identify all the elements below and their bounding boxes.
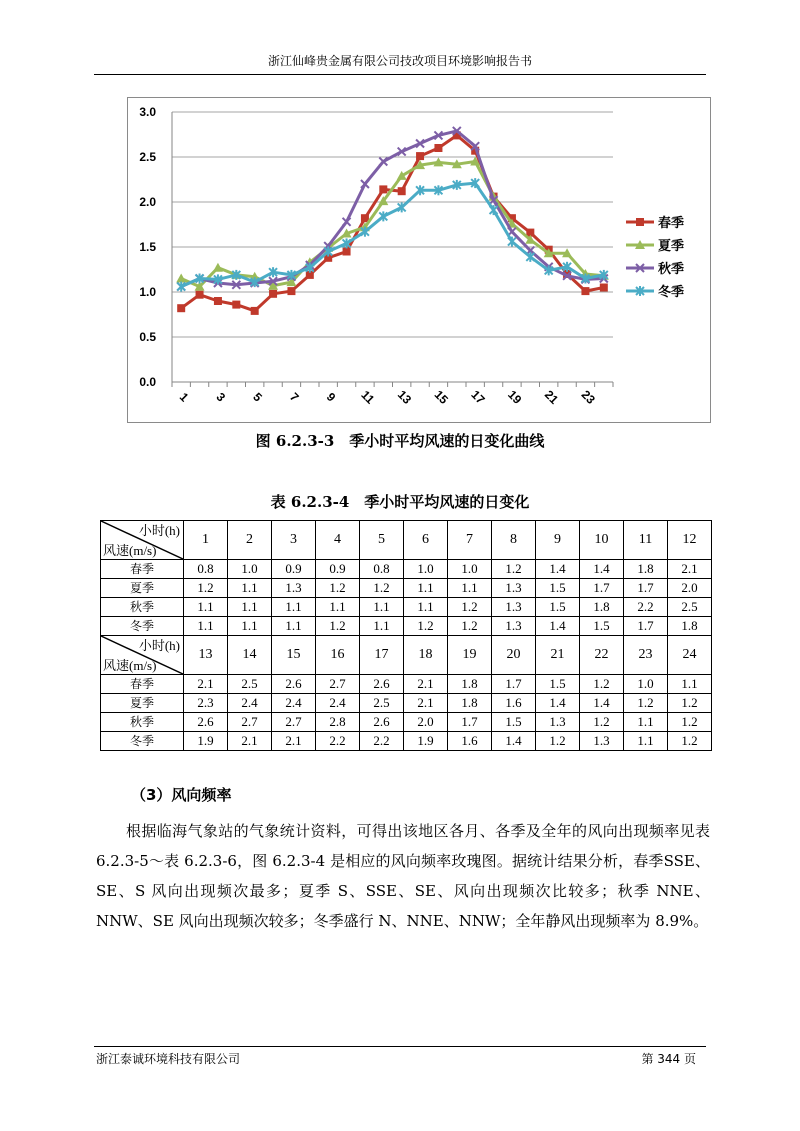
value-cell: 1.6	[448, 732, 492, 751]
value-cell: 1.3	[272, 579, 316, 598]
value-cell: 1.1	[184, 617, 228, 636]
value-cell: 1.0	[228, 560, 272, 579]
season-label-cell: 夏季	[101, 579, 184, 598]
value-cell: 2.7	[228, 713, 272, 732]
value-cell: 1.0	[404, 560, 448, 579]
legend-item	[626, 261, 684, 277]
value-cell: 1.4	[536, 617, 580, 636]
value-cell: 1.6	[492, 694, 536, 713]
hour-header-cell: 24	[668, 636, 712, 675]
value-cell: 1.5	[536, 675, 580, 694]
series-line	[181, 162, 604, 287]
value-cell: 1.1	[228, 579, 272, 598]
x-tick-label: 3	[213, 389, 229, 405]
value-cell: 1.1	[624, 732, 668, 751]
y-tick-label: 2.5	[139, 150, 156, 164]
value-cell: 1.2	[448, 617, 492, 636]
corner-speed-label: 风速(m/s)	[103, 543, 157, 558]
value-cell: 1.2	[448, 598, 492, 617]
value-cell: 2.3	[184, 694, 228, 713]
data-point	[361, 227, 369, 237]
value-cell: 2.7	[316, 675, 360, 694]
body-paragraph: 根据临海气象站的气象统计资料，可得出该地区各月、各季及全年的风向出现频率见表 6.2.3-5～表 6.2.3-6，图 6.2.3-4 是相应的风向频率玫瑰图。据统计结果分析，春季SSE、SE、S 风向出现频次最多；夏季 S、SSE、SE、风向出现频次比较多；秋季 NNE、NNW、SE 风向出现频次较多；冬季盛行 N、NNE、NNW；全年静风出现频率为 8.9%。	[96, 822, 710, 930]
legend-item	[626, 284, 684, 300]
value-cell: 1.7	[624, 617, 668, 636]
value-cell: 2.4	[316, 694, 360, 713]
value-cell: 1.2	[404, 617, 448, 636]
value-cell: 1.2	[536, 732, 580, 751]
value-cell: 1.2	[316, 617, 360, 636]
figure-caption: 图 6.2.3-3 季小时平均风速的日变化曲线	[255, 432, 545, 450]
season-label-cell: 冬季	[101, 617, 184, 636]
value-cell: 0.8	[360, 560, 404, 579]
legend-label: 秋季	[658, 262, 685, 277]
hour-header-cell: 22	[580, 636, 624, 675]
value-cell: 1.4	[536, 694, 580, 713]
value-cell: 1.3	[580, 732, 624, 751]
value-cell: 1.1	[316, 598, 360, 617]
hour-header-cell: 3	[272, 521, 316, 560]
value-cell: 2.6	[360, 675, 404, 694]
table-row	[101, 598, 712, 617]
data-point	[398, 187, 406, 195]
hour-header-cell: 11	[624, 521, 668, 560]
value-cell: 1.1	[272, 598, 316, 617]
value-cell: 1.1	[624, 713, 668, 732]
data-point	[490, 205, 498, 215]
season-label-cell: 春季	[101, 560, 184, 579]
value-cell: 1.2	[668, 732, 712, 751]
value-cell: 1.5	[536, 598, 580, 617]
value-cell: 1.1	[448, 579, 492, 598]
value-cell: 1.4	[580, 560, 624, 579]
hour-header-cell: 4	[316, 521, 360, 560]
y-tick-label: 2.0	[139, 195, 156, 209]
series-line	[181, 183, 604, 287]
x-tick-label: 1	[176, 389, 192, 405]
season-label-cell: 冬季	[101, 732, 184, 751]
hour-header-cell: 5	[360, 521, 404, 560]
value-cell: 1.2	[316, 579, 360, 598]
hour-header-cell: 20	[492, 636, 536, 675]
season-label-cell: 夏季	[101, 694, 184, 713]
value-cell: 2.1	[228, 732, 272, 751]
hour-header-cell: 7	[448, 521, 492, 560]
data-point	[287, 287, 295, 295]
legend-item	[626, 238, 684, 254]
value-cell: 1.5	[536, 579, 580, 598]
data-point	[232, 301, 240, 309]
page-header	[94, 52, 706, 75]
data-point	[176, 274, 186, 283]
value-cell: 2.2	[360, 732, 404, 751]
x-tick-label: 23	[578, 387, 598, 407]
table-row	[101, 617, 712, 636]
value-cell: 1.1	[404, 579, 448, 598]
hour-header-cell: 1	[184, 521, 228, 560]
table-row	[101, 560, 712, 579]
hour-header-cell: 13	[184, 636, 228, 675]
value-cell: 1.3	[536, 713, 580, 732]
value-cell: 1.0	[448, 560, 492, 579]
value-cell: 1.2	[184, 579, 228, 598]
value-cell: 1.7	[624, 579, 668, 598]
y-tick-label: 0.5	[139, 330, 156, 344]
y-tick-label: 1.0	[139, 285, 156, 299]
value-cell: 1.9	[404, 732, 448, 751]
page-footer	[94, 1046, 706, 1067]
value-cell: 2.1	[184, 675, 228, 694]
value-cell: 2.1	[404, 675, 448, 694]
y-tick-label: 3.0	[139, 105, 156, 119]
value-cell: 1.8	[580, 598, 624, 617]
value-cell: 1.7	[492, 675, 536, 694]
page-number: 第 344 页	[641, 1052, 696, 1066]
value-cell: 1.2	[624, 694, 668, 713]
value-cell: 2.6	[360, 713, 404, 732]
hour-header-cell: 2	[228, 521, 272, 560]
hour-header-cell: 16	[316, 636, 360, 675]
hour-header-cell: 12	[668, 521, 712, 560]
value-cell: 2.6	[272, 675, 316, 694]
value-cell: 1.1	[272, 617, 316, 636]
value-cell: 1.5	[492, 713, 536, 732]
data-point	[343, 248, 351, 256]
wind-speed-chart	[127, 97, 711, 423]
value-cell: 0.9	[316, 560, 360, 579]
x-tick-label: 13	[394, 387, 415, 407]
x-tick-label: 15	[431, 387, 451, 407]
table-row	[101, 732, 712, 751]
value-cell: 1.0	[624, 675, 668, 694]
value-cell: 1.9	[184, 732, 228, 751]
value-cell: 1.2	[580, 713, 624, 732]
data-point	[177, 304, 185, 312]
hour-header-cell: 15	[272, 636, 316, 675]
table-header-row	[101, 636, 712, 675]
value-cell: 1.2	[668, 713, 712, 732]
value-cell: 1.1	[360, 617, 404, 636]
hour-header-cell: 9	[536, 521, 580, 560]
value-cell: 0.8	[184, 560, 228, 579]
value-cell: 1.1	[404, 598, 448, 617]
wind-speed-table	[100, 520, 712, 751]
table-corner-cell	[101, 521, 184, 560]
value-cell: 1.4	[492, 732, 536, 751]
section-heading: （3）风向频率	[131, 786, 232, 804]
data-point	[196, 291, 204, 299]
hour-header-cell: 17	[360, 636, 404, 675]
y-tick-label: 0.0	[139, 375, 156, 389]
value-cell: 1.8	[448, 675, 492, 694]
x-tick-label: 19	[505, 387, 525, 407]
value-cell: 2.2	[316, 732, 360, 751]
table-corner-cell	[101, 636, 184, 675]
table-row	[101, 713, 712, 732]
corner-hour-label: 小时(h)	[138, 523, 180, 538]
value-cell: 2.5	[668, 598, 712, 617]
data-point	[526, 252, 534, 262]
data-point	[636, 218, 644, 226]
value-cell: 2.5	[228, 675, 272, 694]
data-point	[379, 185, 387, 193]
footer-company: 浙江泰诚环境科技有限公司	[96, 1052, 241, 1066]
value-cell: 1.1	[668, 675, 712, 694]
corner-hour-label: 小时(h)	[138, 638, 180, 653]
table-caption: 表 6.2.3-4 季小时平均风速的日变化	[270, 493, 530, 511]
chart-canvas	[128, 98, 710, 422]
value-cell: 1.2	[360, 579, 404, 598]
season-label-cell: 春季	[101, 675, 184, 694]
value-cell: 1.3	[492, 579, 536, 598]
data-point	[508, 237, 516, 247]
hour-header-cell: 21	[536, 636, 580, 675]
x-tick-label: 21	[541, 387, 562, 407]
value-cell: 1.2	[492, 560, 536, 579]
value-cell: 1.7	[448, 713, 492, 732]
value-cell: 1.7	[580, 579, 624, 598]
hour-header-cell: 10	[580, 521, 624, 560]
value-cell: 2.4	[228, 694, 272, 713]
value-cell: 0.9	[272, 560, 316, 579]
value-cell: 2.8	[316, 713, 360, 732]
value-cell: 1.4	[536, 560, 580, 579]
value-cell: 1.1	[228, 598, 272, 617]
season-label-cell: 秋季	[101, 713, 184, 732]
value-cell: 1.8	[448, 694, 492, 713]
value-cell: 2.2	[624, 598, 668, 617]
legend-item	[626, 215, 684, 231]
table-header-row	[101, 521, 712, 560]
x-tick-label: 5	[250, 389, 265, 405]
value-cell: 1.1	[360, 598, 404, 617]
data-point	[416, 152, 424, 160]
value-cell: 2.0	[404, 713, 448, 732]
value-cell: 2.1	[272, 732, 316, 751]
hour-header-cell: 23	[624, 636, 668, 675]
x-tick-label: 7	[286, 389, 302, 405]
data-point	[600, 284, 608, 292]
data-point	[213, 263, 223, 272]
hour-header-cell: 19	[448, 636, 492, 675]
value-cell: 2.6	[184, 713, 228, 732]
value-cell: 1.8	[624, 560, 668, 579]
table-row	[101, 675, 712, 694]
x-tick-label: 17	[468, 387, 488, 407]
y-tick-label: 1.5	[139, 240, 156, 254]
value-cell: 1.2	[580, 675, 624, 694]
value-cell: 1.2	[668, 694, 712, 713]
value-cell: 1.5	[580, 617, 624, 636]
legend-label: 冬季	[658, 285, 685, 300]
table-row	[101, 694, 712, 713]
value-cell: 1.8	[668, 617, 712, 636]
value-cell: 2.5	[360, 694, 404, 713]
hour-header-cell: 8	[492, 521, 536, 560]
data-point	[434, 144, 442, 152]
value-cell: 2.1	[668, 560, 712, 579]
value-cell: 2.1	[404, 694, 448, 713]
value-cell: 2.0	[668, 579, 712, 598]
value-cell: 1.1	[184, 598, 228, 617]
value-cell: 1.3	[492, 598, 536, 617]
value-cell: 1.4	[580, 694, 624, 713]
value-cell: 1.3	[492, 617, 536, 636]
data-point	[251, 307, 259, 315]
data-point	[214, 297, 222, 305]
x-tick-label: 9	[323, 389, 339, 405]
corner-speed-label: 风速(m/s)	[103, 658, 157, 673]
table-row	[101, 579, 712, 598]
hour-header-cell: 14	[228, 636, 272, 675]
hour-header-cell: 6	[404, 521, 448, 560]
season-label-cell: 秋季	[101, 598, 184, 617]
x-tick-label: 11	[358, 387, 378, 407]
legend-label: 夏季	[658, 239, 685, 254]
value-cell: 2.7	[272, 713, 316, 732]
data-point	[581, 287, 589, 295]
legend-label: 春季	[658, 216, 685, 231]
data-point	[269, 290, 277, 298]
value-cell: 1.1	[228, 617, 272, 636]
header-title: 浙江仙峰贵金属有限公司技改项目环境影响报告书	[267, 54, 532, 68]
hour-header-cell: 18	[404, 636, 448, 675]
value-cell: 2.4	[272, 694, 316, 713]
